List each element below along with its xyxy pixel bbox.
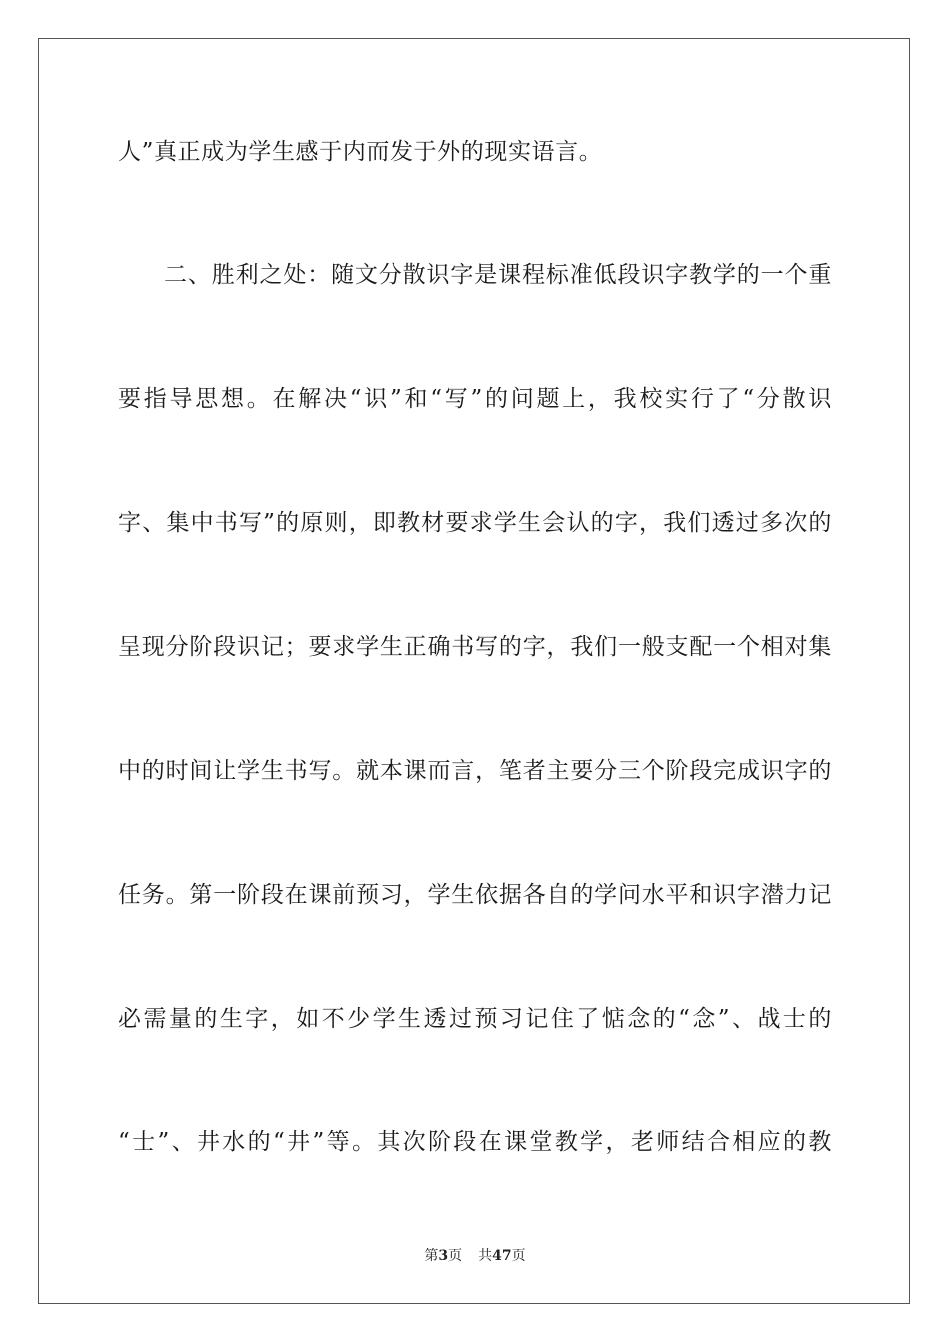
page-prefix: 第 bbox=[424, 1248, 439, 1264]
body-line-6: 中的时间让学生书写。就本课而言，笔者主要分三个阶段完成识字的 bbox=[118, 758, 832, 784]
page-number: 3 bbox=[438, 1248, 449, 1264]
page-border bbox=[38, 38, 910, 1304]
body-line-8: 必需量的生字，如不少学生透过预习记住了惦念的“念”、战士的 bbox=[118, 1006, 832, 1032]
body-line-1: 人”真正成为学生感于内而发于外的现实语言。 bbox=[118, 139, 603, 165]
body-line-9: “士”、井水的“井”等。其次阶段在课堂教学，老师结合相应的教 bbox=[118, 1129, 832, 1155]
page-suffix: 页 bbox=[448, 1248, 463, 1264]
body-line-5: 呈现分阶段识记；要求学生正确书写的字，我们一般支配一个相对集 bbox=[118, 634, 832, 660]
body-line-2: 二、胜利之处：随文分散识字是课程标准低段识字教学的一个重 bbox=[164, 262, 832, 288]
body-line-3: 要指导思想。在解决“识”和“写”的问题上，我校实行了“分散识 bbox=[118, 386, 832, 412]
total-suffix: 页 bbox=[511, 1248, 526, 1264]
body-line-7: 任务。第一阶段在课前预习，学生依据各自的学问水平和识字潜力记 bbox=[118, 882, 832, 908]
total-pages: 47 bbox=[492, 1248, 512, 1264]
page-footer bbox=[0, 1247, 950, 1265]
total-prefix: 共 bbox=[478, 1248, 493, 1264]
body-line-4: 字、集中书写”的原则，即教材要求学生会认的字，我们透过多次的 bbox=[118, 510, 832, 536]
